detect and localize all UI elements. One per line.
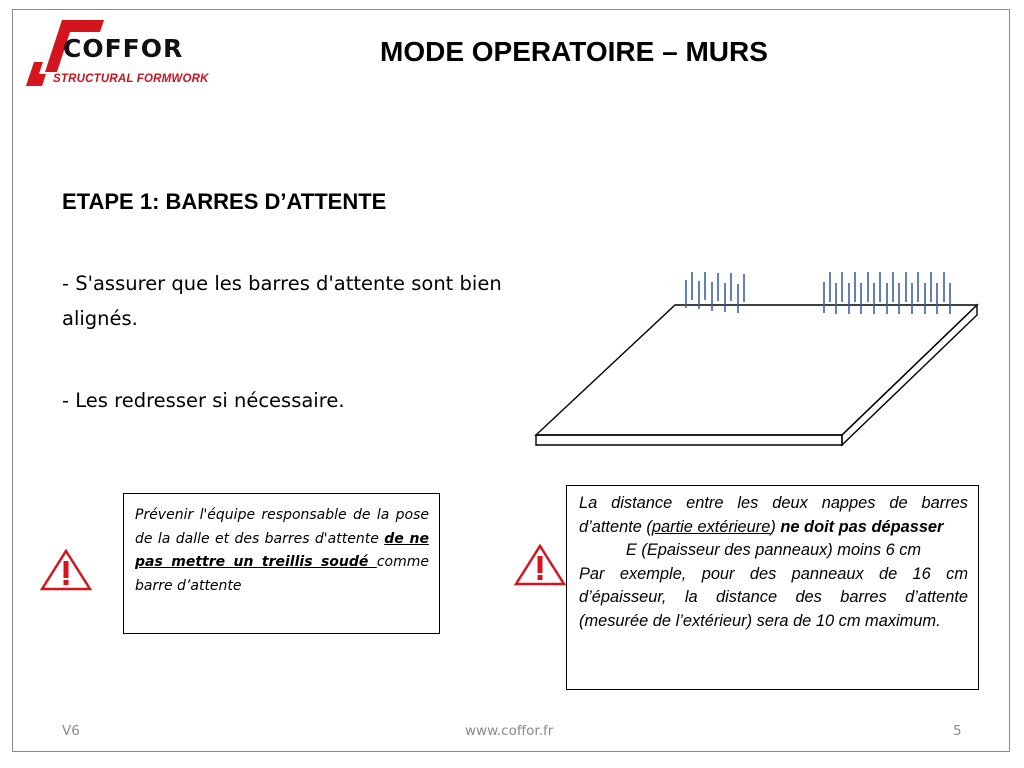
warning-1-text: Prévenir l'équipe responsable de la pose de la dalle et des barres d'attente (135, 507, 429, 547)
slab-with-starter-bars-drawing (520, 262, 990, 452)
logo-tagline: STRUCTURAL FORMWORK (53, 73, 209, 85)
footer-website-link[interactable]: www.coffor.fr (465, 723, 554, 739)
spacing-example: Par exemple, pour des panneaux de 16 cm d’épaisseur, la distance des barres d’attente (mesurée de l’extérieur) sera de 10 cm maximum. (579, 564, 968, 630)
warning-1-emphasis: de ne pas mettre un treillis soudé (135, 530, 429, 570)
spacing-rule-text: La distance entre les deux nappes de barres d’attente ( (579, 494, 968, 536)
spacing-rule-paren: ) (770, 517, 781, 536)
warning-triangle-icon (514, 543, 566, 587)
slab-front-face (536, 435, 842, 445)
warning-1-text-end: comme barre d’attente (135, 554, 429, 594)
bar-spacing-warning-box (566, 485, 979, 690)
instruction-align: - S'assurer que les barres d'attente sont bien alignés. (62, 272, 502, 330)
warning-triangle-icon (40, 548, 92, 592)
footer-version: V6 (62, 723, 80, 739)
slab-side-face (842, 305, 977, 445)
slide-title: MODE OPERATOIRE – MURS (380, 36, 768, 67)
instruction-straighten: - Les redresser si nécessaire. (62, 389, 345, 412)
slab-top-face (536, 305, 977, 435)
starter-bars (686, 272, 950, 314)
logo-wordmark: COFFOR (63, 34, 184, 63)
spacing-rule (579, 492, 968, 539)
spacing-rule-bold: ne doit pas dépasser (780, 517, 944, 536)
spacing-rule-underlined: partie extérieure (651, 517, 771, 536)
welded-mesh-warning-box (123, 493, 440, 634)
step-heading: ETAPE 1: BARRES D’ATTENTE (62, 189, 387, 214)
spacing-formula: E (Epaisseur des panneaux) moins 6 cm (625, 541, 922, 560)
footer-page-number: 5 (953, 723, 962, 739)
